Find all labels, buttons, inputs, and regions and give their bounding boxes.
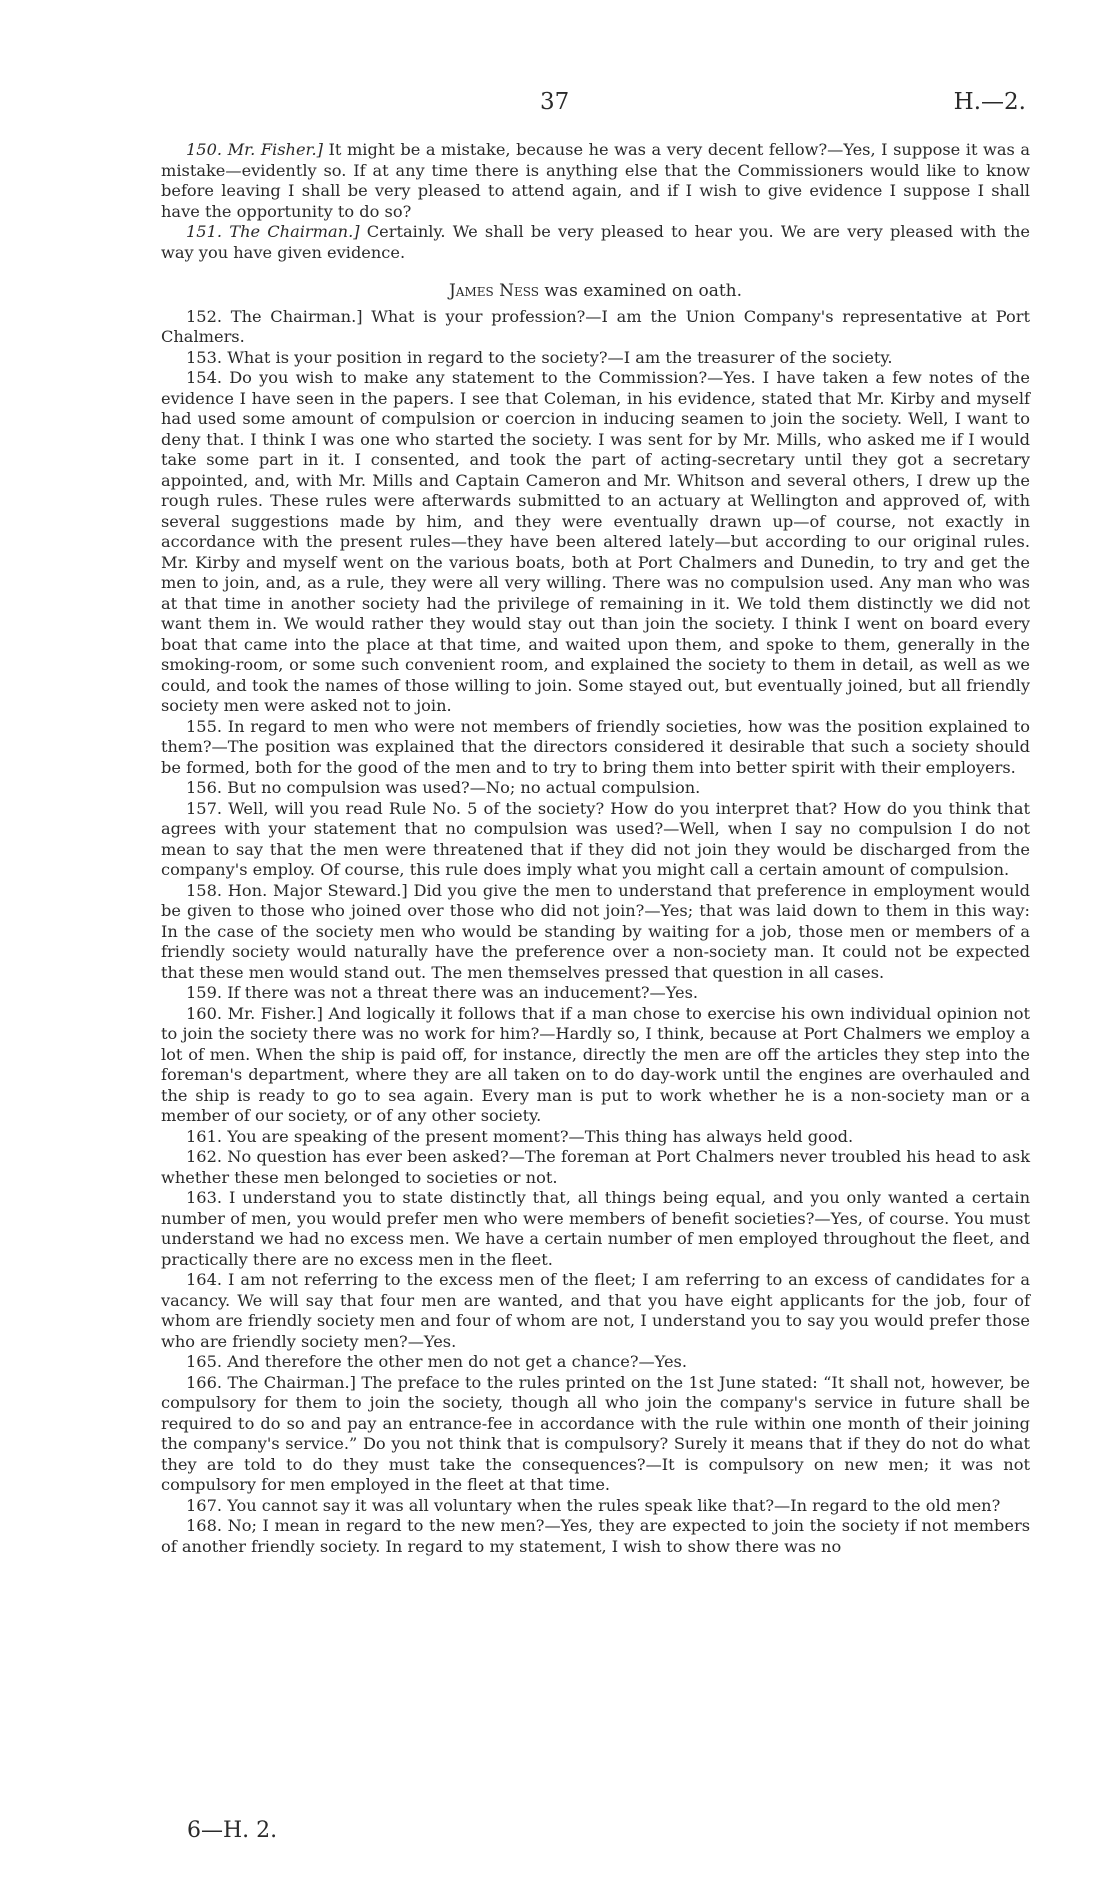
document-body	[161, 140, 1030, 1557]
paragraph-168: 168. No; I mean in regard to the new men?—Yes, they are expected to join the society if not members of another friendly society. In regard to my statement, I wish to show there was no	[161, 1516, 1030, 1556]
paragraph-166: 166. The Chairman.] The preface to the rules printed on the 1st June stated: “It shall not, however, be compulsory for them to join the society, though all who join the company's service in future shall be required to do so and pay an entrance-fee in accordance with the rule within one month of their joining the company's service.” Do you not think that is compulsory? Surely it means that if they do not do what they are told to do they must take the consequences?—It is compulsory on new men; it was not compulsory for men employed in the fleet at that time.	[161, 1372, 1030, 1494]
paragraph-159: 159. If there was not a threat there was an inducement?—Yes.	[186, 983, 699, 1002]
section-spacer	[161, 263, 1030, 281]
document-reference: H.—2.	[953, 89, 1026, 115]
paragraph-163: 163. I understand you to state distinctly that, all things being equal, and you only wanted a certain number of men, you would prefer men who were members of benefit societies?—Yes, of course. You must understand we had no excess men. We have a certain number of men employed throughout the fleet, and practically there are no excess men in the fleet.	[161, 1188, 1030, 1269]
paragraph-text: Certainly. We shall be very pleased to hear you. We are very pleased with the way you have given evidence.	[161, 222, 1030, 262]
paragraph-150	[161, 140, 1030, 222]
paragraph-165: 165. And therefore the other men do not get a chance?—Yes.	[186, 1352, 687, 1371]
paragraph-167: 167. You cannot say it was all voluntary when the rules speak like that?—In regard to the old men?	[186, 1495, 1001, 1515]
paragraph-158: 158. Hon. Major Steward.] Did you give the men to understand that preference in employment would be given to those who joined over those who did not join?—Yes; that was laid down to them in this way: In the case of the society men who would be standing by waiting for a job, those men or members of a friendly society would naturally have the preference over a non-society man. It could not be expected that these men would stand out. The men themselves pressed that question in all cases.	[161, 880, 1030, 982]
paragraph-162: 162. No question has ever been asked?—The foreman at Port Chalmers never troubled his head to ask whether these men belonged to societies or not.	[161, 1147, 1030, 1187]
paragraph-157: 157. Well, will you read Rule No. 5 of the society? How do you interpret that? How do you think that agrees with your statement that no compulsion was used?—Well, when I say no compulsion I do not mean to say that the men were threatened that if they did not join they would be discharged from the company's employ. Of course, this rule does imply what you might call a certain amount of compulsion.	[161, 798, 1030, 879]
paragraph-text: It might be a mistake, because he was a very decent fellow?—Yes, I suppose it was a mistake—evidently so. If at any time there is anything else that the Commissioners would like to know before leaving I shall be very pleased to attend again, and if I wish to give evidence I suppose I shall have the opportunity to do so?	[161, 140, 1031, 221]
speaker-label: 150. Mr. Fisher.]	[186, 140, 323, 159]
witness-heading-rest: was examined on oath.	[539, 281, 743, 301]
speaker-label: 151. The Chairman.]	[186, 222, 360, 241]
paragraph-155: 155. In regard to men who were not members of friendly societies, how was the position explained to them?—The position was explained that the directors considered it desirable that such a society should be formed, both for the good of the men and to try to bring them into better spirit with their employers.	[161, 716, 1030, 777]
paragraph-151	[161, 222, 1030, 263]
paragraph-156: 156. But no compulsion was used?—No; no actual compulsion.	[186, 778, 701, 797]
page-number: 37	[540, 89, 570, 115]
signature-mark: 6—H. 2.	[187, 1818, 278, 1843]
paragraph-160: 160. Mr. Fisher.] And logically it follows that if a man chose to exercise his own individual opinion not to join the society there was no work for him?—Hardly so, I think, because at Port Chalmers we employ a lot of men. When the ship is paid off, for instance, directly the men are off the articles they step into the foreman's department, where they are all taken on to do day-work until the engines are overhauled and the ship is ready to go to sea again. Every man is put to work whether he is a non-society man or a member of our society, or of any other society.	[161, 1003, 1030, 1125]
paragraph-154: 154. Do you wish to make any statement to the Commission?—Yes. I have taken a few notes of the evidence I have seen in the papers. I see that Coleman, in his evidence, stated that Mr. Kirby and myself had used some amount of compulsion or coercion in inducing seamen to join the society. Well, I want to deny that. I think I was one who started the society. I was sent for by Mr. Mills, who asked me if I would take some part in it. I consented, and took the part of acting-secretary until they got a secretary appointed, and, with Mr. Mills and Captain Cameron and Mr. Whitson and several others, I drew up the rough rules. These rules were afterwards submitted to an actuary at Wellington and approved of, with several suggestions made by him, and they were eventually drawn up—of course, not exactly in accordance with the present rules—they have been altered lately—but according to our original rules. Mr. Kirby and myself went on the various boats, both at Port Chalmers and Dunedin, to try and get the men to join, and, as a rule, they were all very willing. There was no compulsion used. Any man who was at that time in another society had the privilege of remaining in it. We told them distinctly we did not want them in. We would rather they would stay out than join the society. I think I went on board every boat that came into the place at that time, and waited upon them, and spoke to them, generally in the smoking-room, or some such convenient room, and explained the society to them in detail, as well as we could, and took the names of those willing to join. Some stayed out, but eventually joined, but all friendly society men were asked not to join.	[161, 368, 1030, 715]
witness-heading	[161, 281, 1030, 302]
page-header	[0, 89, 1114, 121]
witness-name: James Ness	[448, 281, 540, 301]
paragraph-152: 152. The Chairman.] What is your profession?—I am the Union Company's representative at Port Chalmers.	[161, 306, 1030, 346]
paragraph-161: 161. You are speaking of the present moment?—This thing has always held good.	[186, 1126, 854, 1146]
paragraph-164: 164. I am not referring to the excess men of the fleet; I am referring to an excess of candidates for a vacancy. We will say that four men are wanted, and that you have eight applicants for the job, four of whom are friendly society men and four of whom are not, I understand you to say you would prefer those who are friendly society men?—Yes.	[161, 1270, 1030, 1351]
paragraph-153: 153. What is your position in regard to the society?—I am the treasurer of the society.	[186, 347, 893, 367]
